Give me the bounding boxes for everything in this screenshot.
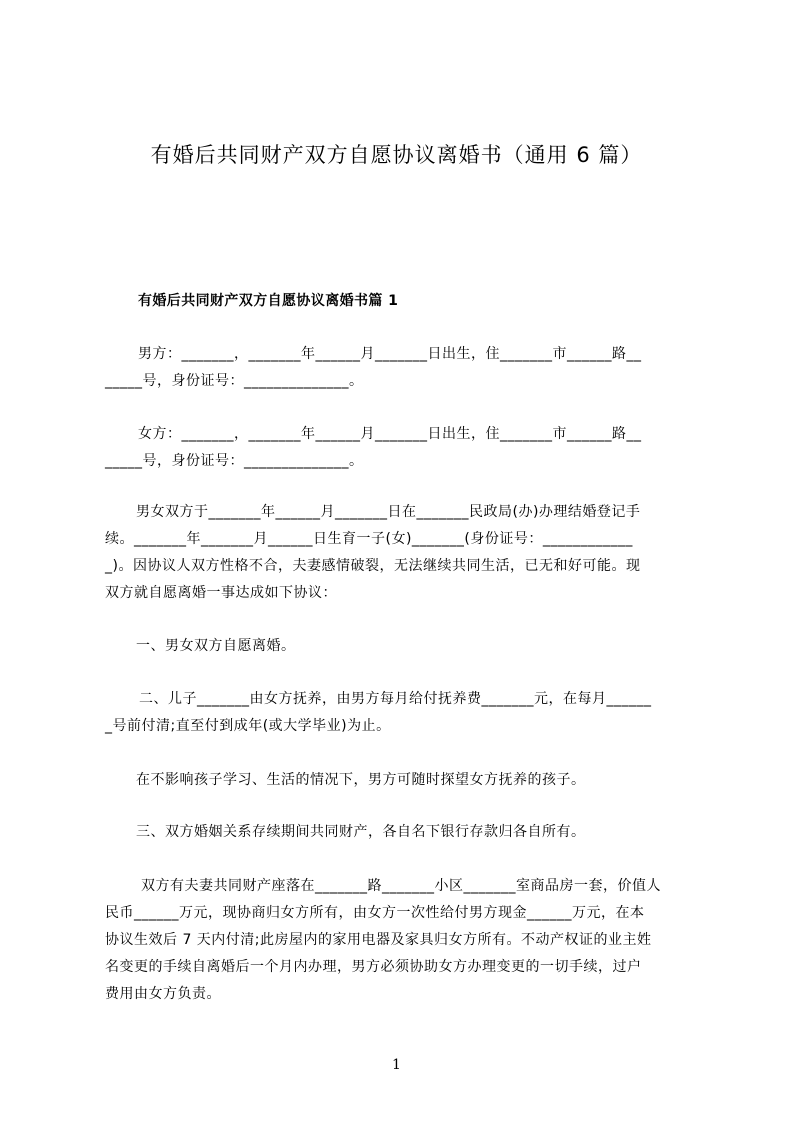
paragraph-line: 续。_______年_______月______日生育一子(女)_______(身份证号：____________	[105, 531, 633, 547]
paragraph-husband-info	[105, 341, 642, 395]
paragraph-line: 双方有夫妻共同财产座落在_______路_______小区_______室商品房一套，价值人	[141, 878, 661, 894]
paragraph-line: 双方就自愿离婚一事达成如下协议：	[105, 585, 337, 601]
paragraph-line: 女方：_______，_______年______月_______日出生，住_______市______路__	[138, 426, 642, 442]
paragraph-line: 二、儿子_______由女方抚养，由男方每月给付抚养费_______元，在每月______	[139, 691, 652, 707]
clause-one	[136, 633, 296, 660]
paragraph-line: 费用由女方负责。	[105, 986, 221, 1002]
paragraph-visitation	[136, 767, 586, 794]
paragraph-line: _)。因协议人双方性格不合，夫妻感情破裂，无法继续共同生活，已无和好可能。现	[105, 558, 641, 574]
clause-two	[105, 686, 652, 740]
paragraph-line: 三、双方婚姻关系存续期间共同财产，各自名下银行存款归各自所有。	[136, 824, 586, 840]
paragraph-line: _____号，身份证号：______________。	[105, 373, 364, 389]
paragraph-line: 协议生效后 7 天内付清;此房屋内的家用电器及家具归女方所有。不动产权证的业主姓	[105, 932, 652, 948]
paragraph-property	[105, 873, 661, 1008]
section-heading: 有婚后共同财产双方自愿协议离婚书篇 1	[138, 293, 399, 309]
paragraph-line: 名变更的手续自离婚后一个月内办理，男方必须协助女方办理变更的一切手续，过户	[105, 959, 642, 975]
paragraph-line: 一、男女双方自愿离婚。	[136, 638, 296, 654]
paragraph-line: _号前付清;直至付到成年(或大学毕业)为止。	[105, 718, 391, 734]
paragraph-wife-info	[105, 421, 642, 475]
paragraph-line: 男方：_______，_______年______月_______日出生，住_______市______路__	[138, 346, 642, 362]
document-title: 有婚后共同财产双方自愿协议离婚书（通用 6 篇）	[150, 143, 643, 167]
paragraph-line: 男女双方于_______年______月_______日在_______民政局(办)办理结婚登记手	[136, 504, 641, 520]
paragraph-marriage-registration	[105, 499, 640, 607]
clause-three	[136, 819, 586, 846]
paragraph-line: _____号，身份证号：______________。	[105, 453, 364, 469]
paragraph-line: 民币______万元，现协商归女方所有，由女方一次性给付男方现金______万元，在本	[105, 905, 645, 921]
page-number: 1	[392, 1057, 401, 1073]
paragraph-line: 在不影响孩子学习、生活的情况下，男方可随时探望女方抚养的孩子。	[136, 772, 586, 788]
